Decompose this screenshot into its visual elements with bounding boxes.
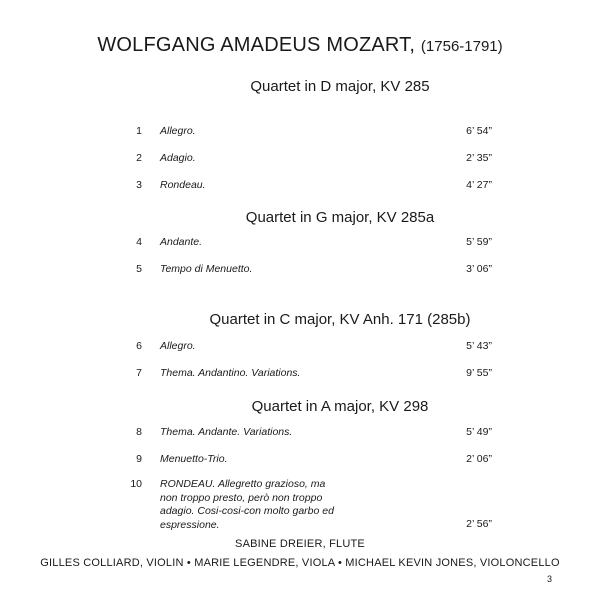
quartet-heading: Quartet in A major, KV 298	[251, 398, 429, 415]
track-title: Thema. Andante. Variations.	[160, 426, 293, 438]
track-duration: 5’ 59”	[466, 236, 492, 248]
track-title: Menuetto-Trio.	[160, 453, 228, 465]
track-title: Tempo di Menuetto.	[160, 263, 253, 275]
track-title: Adagio.	[160, 152, 196, 164]
track-row	[0, 367, 600, 385]
track-row	[0, 152, 600, 170]
track-duration: 6’ 54”	[466, 125, 492, 137]
track-row	[0, 453, 600, 471]
track-title: Andante.	[160, 236, 203, 248]
quartet-heading: Quartet in G major, KV 285a	[245, 209, 435, 226]
quartet-heading: Quartet in C major, KV Anh. 171 (285b)	[209, 311, 471, 328]
performer-credits-strings: GILLES COLLIARD, VIOLIN • MARIE LEGENDRE, VIOLA • MICHAEL KEVIN JONES, VIOLONCELLO	[40, 557, 560, 569]
track-duration: 2’ 35”	[466, 152, 492, 164]
track-number: 4	[136, 236, 142, 248]
composer-name: WOLFGANG AMADEUS MOZART,	[97, 34, 416, 56]
track-number: 10	[130, 478, 142, 490]
track-number: 1	[136, 125, 142, 137]
track-number: 7	[136, 367, 142, 379]
page-number: 3	[546, 574, 552, 584]
track-row	[0, 236, 600, 254]
track-row	[0, 263, 600, 281]
track-title: Rondeau.	[160, 179, 206, 191]
composer-heading	[0, 34, 600, 57]
track-duration: 4’ 27”	[466, 179, 492, 191]
track-row	[0, 125, 600, 143]
track-number: 6	[136, 340, 142, 352]
track-row	[0, 426, 600, 444]
track-title: RONDEAU. Allegretto grazioso, ma non troppo presto, però non troppo adagio. Cosi-cosi-con molto garbo ed espressione.	[160, 478, 334, 531]
track-row	[0, 340, 600, 358]
track-number: 3	[136, 179, 142, 191]
track-duration: 5’ 43”	[466, 340, 492, 352]
performer-credit-flute: SABINE DREIER, FLUTE	[235, 538, 365, 550]
track-duration: 2’ 56”	[466, 518, 492, 530]
track-title: Thema. Andantino. Variations.	[160, 367, 301, 379]
track-number: 5	[136, 263, 142, 275]
composer-years: (1756-1791)	[420, 38, 503, 55]
track-number: 2	[136, 152, 142, 164]
quartet-heading: Quartet in D major, KV 285	[250, 78, 430, 95]
track-number: 8	[136, 426, 142, 438]
track-number: 9	[136, 453, 142, 465]
track-duration: 2’ 06”	[466, 453, 492, 465]
track-duration: 3’ 06”	[466, 263, 492, 275]
track-row	[0, 179, 600, 197]
track-duration: 9’ 55”	[466, 367, 492, 379]
track-duration: 5’ 49”	[466, 426, 492, 438]
track-title: Allegro.	[160, 340, 196, 352]
track-title: Allegro.	[160, 125, 196, 137]
track-row	[0, 478, 600, 534]
